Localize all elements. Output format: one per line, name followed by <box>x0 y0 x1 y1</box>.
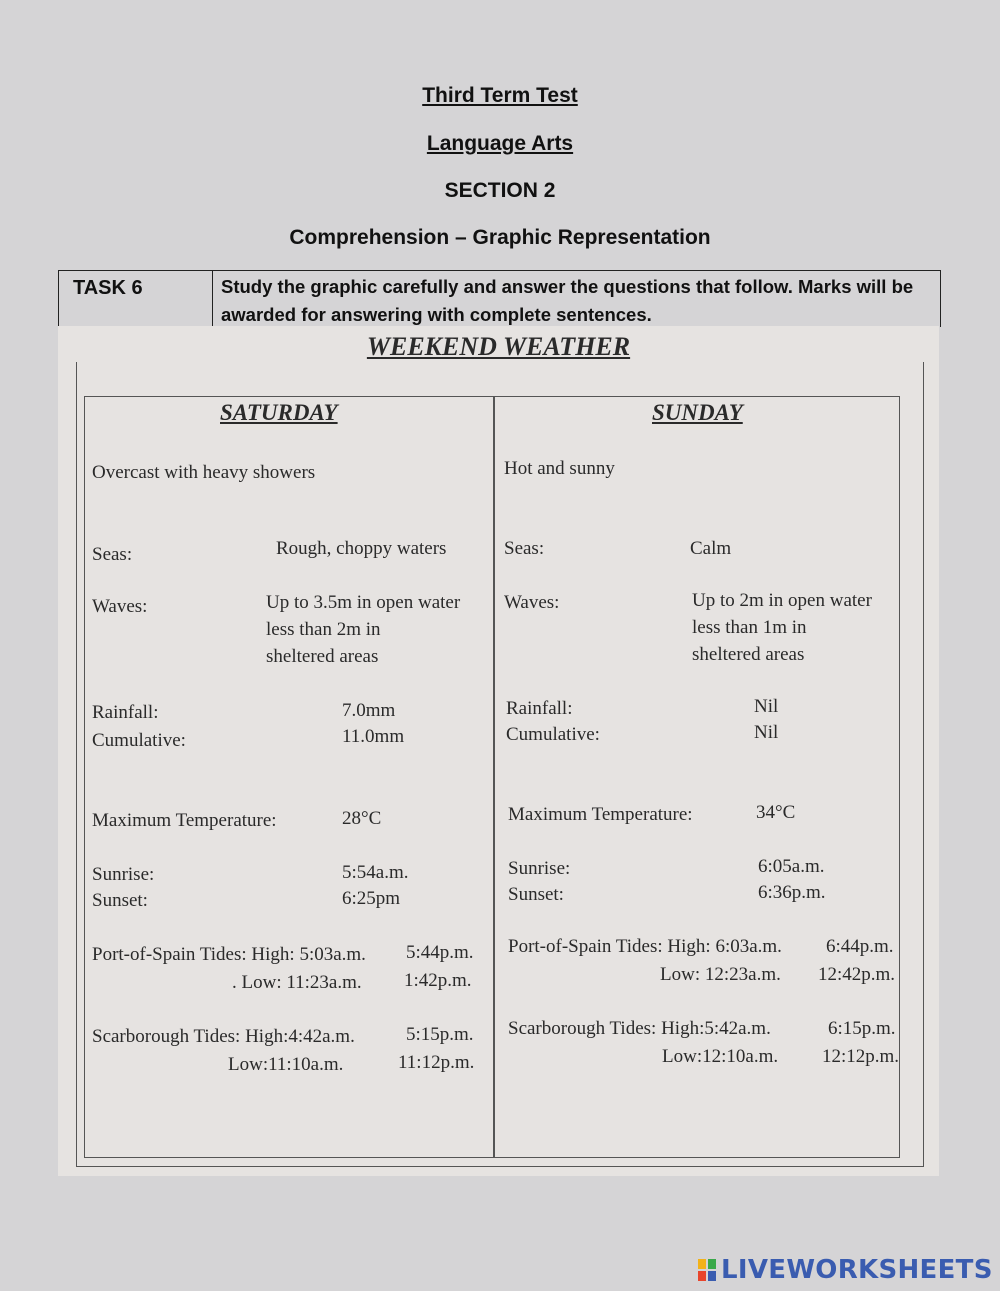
saturday-max-temp-label: Maximum Temperature: <box>92 810 277 831</box>
saturday-seas-label: Seas: <box>92 544 133 565</box>
saturday-waves-line3: sheltered areas <box>266 646 379 667</box>
sunday-cumulative-value: Nil <box>754 722 779 743</box>
sunday-scarborough-tides-low: Low:12:10a.m. <box>662 1046 779 1067</box>
saturday-heading: SATURDAY <box>220 400 338 425</box>
sunday-max-temp-label: Maximum Temperature: <box>508 804 693 825</box>
sunday-scarborough-tides-high: Scarborough Tides: High:5:42a.m. <box>508 1018 771 1039</box>
saturday-sunrise-value: 5:54a.m. <box>342 862 409 883</box>
task-divider <box>212 271 213 327</box>
saturday-sunset-label: Sunset: <box>92 890 148 911</box>
saturday-waves-line2: less than 2m in <box>266 619 381 640</box>
sunday-rainfall-label: Rainfall: <box>506 698 573 719</box>
saturday-scarborough-tides-low: Low:11:10a.m. <box>228 1054 344 1075</box>
saturday-rainfall-label: Rainfall: <box>92 702 159 723</box>
task-instruction: Study the graphic carefully and answer the questions that follow. Marks will be awarded for answering with complete sentences. <box>221 276 914 325</box>
liveworksheets-logo[interactable] <box>697 1255 993 1285</box>
sunday-seas-value: Calm <box>690 538 732 559</box>
logo-square-3 <box>697 1270 707 1282</box>
sunday-max-temp-value: 34°C <box>756 802 796 823</box>
sunday-sunset-label: Sunset: <box>508 884 564 905</box>
saturday-summary: Overcast with heavy showers <box>92 462 316 483</box>
saturday-sunset-value: 6:25pm <box>342 888 401 909</box>
section-title: SECTION 2 <box>444 179 556 202</box>
test-title: Third Term Test <box>422 84 578 107</box>
saturday-pos-tides-low-2: 1:42p.m. <box>404 970 472 991</box>
saturday-seas-value: Rough, choppy waters <box>276 538 447 559</box>
saturday-pos-tides-low: . Low: 11:23a.m. <box>232 972 362 993</box>
sunday-pos-tides-high-2: 6:44p.m. <box>826 936 894 957</box>
weather-graphic <box>58 326 939 1176</box>
subject-title: Language Arts <box>426 132 574 155</box>
saturday-waves-line1: Up to 3.5m in open water <box>266 592 461 613</box>
sunday-sunrise-label: Sunrise: <box>508 858 571 879</box>
sunday-pos-tides-low: Low: 12:23a.m. <box>660 964 781 985</box>
weekend-weather-title: WEEKEND WEATHER <box>58 332 939 362</box>
saturday-pos-tides-high: Port-of-Spain Tides: High: 5:03a.m. <box>92 944 366 965</box>
sunday-seas-label: Seas: <box>504 538 545 559</box>
saturday-cumulative-value: 11.0mm <box>342 726 405 747</box>
sunday-pos-tides-high: Port-of-Spain Tides: High: 6:03a.m. <box>508 936 782 957</box>
sunday-summary: Hot and sunny <box>504 458 615 479</box>
sunday-rainfall-value: Nil <box>754 696 779 717</box>
task-label: TASK 6 <box>73 277 143 299</box>
saturday-max-temp-value: 28°C <box>342 808 382 829</box>
sunday-cumulative-label: Cumulative: <box>506 724 600 745</box>
saturday-rainfall-value: 7.0mm <box>342 700 396 721</box>
sunday-sunrise-value: 6:05a.m. <box>758 856 825 877</box>
sunday-waves-line3: sheltered areas <box>692 644 805 665</box>
saturday-sunrise-label: Sunrise: <box>92 864 155 885</box>
sunday-waves-line1: Up to 2m in open water <box>692 590 872 611</box>
saturday-scarborough-tides-high-2: 5:15p.m. <box>406 1024 474 1045</box>
logo-square-2 <box>707 1258 717 1270</box>
sunday-scarborough-tides-high-2: 6:15p.m. <box>828 1018 896 1039</box>
logo-square-4 <box>707 1270 717 1282</box>
saturday-scarborough-tides-high: Scarborough Tides: High:4:42a.m. <box>92 1026 355 1047</box>
sunday-pos-tides-low-2: 12:42p.m. <box>818 964 896 985</box>
sunday-waves-line2: less than 1m in <box>692 617 807 638</box>
sunday-sunset-value: 6:36p.m. <box>758 882 826 903</box>
liveworksheets-logo-icon <box>697 1258 717 1282</box>
sunday-scarborough-tides-low-2: 12:12p.m. <box>822 1046 900 1067</box>
saturday-pos-tides-high-2: 5:44p.m. <box>406 942 474 963</box>
saturday-cumulative-label: Cumulative: <box>92 730 186 751</box>
sunday-waves-label: Waves: <box>504 592 560 613</box>
liveworksheets-logo-text: LIVEWORKSHEETS <box>721 1255 993 1285</box>
section-subtitle: Comprehension – Graphic Representation <box>289 226 711 249</box>
saturday-waves-label: Waves: <box>92 596 148 617</box>
task-table <box>58 270 941 327</box>
logo-square-1 <box>697 1258 707 1270</box>
sunday-heading: SUNDAY <box>652 400 743 425</box>
saturday-scarborough-tides-low-2: 11:12p.m. <box>398 1052 475 1073</box>
column-divider <box>493 396 495 1158</box>
